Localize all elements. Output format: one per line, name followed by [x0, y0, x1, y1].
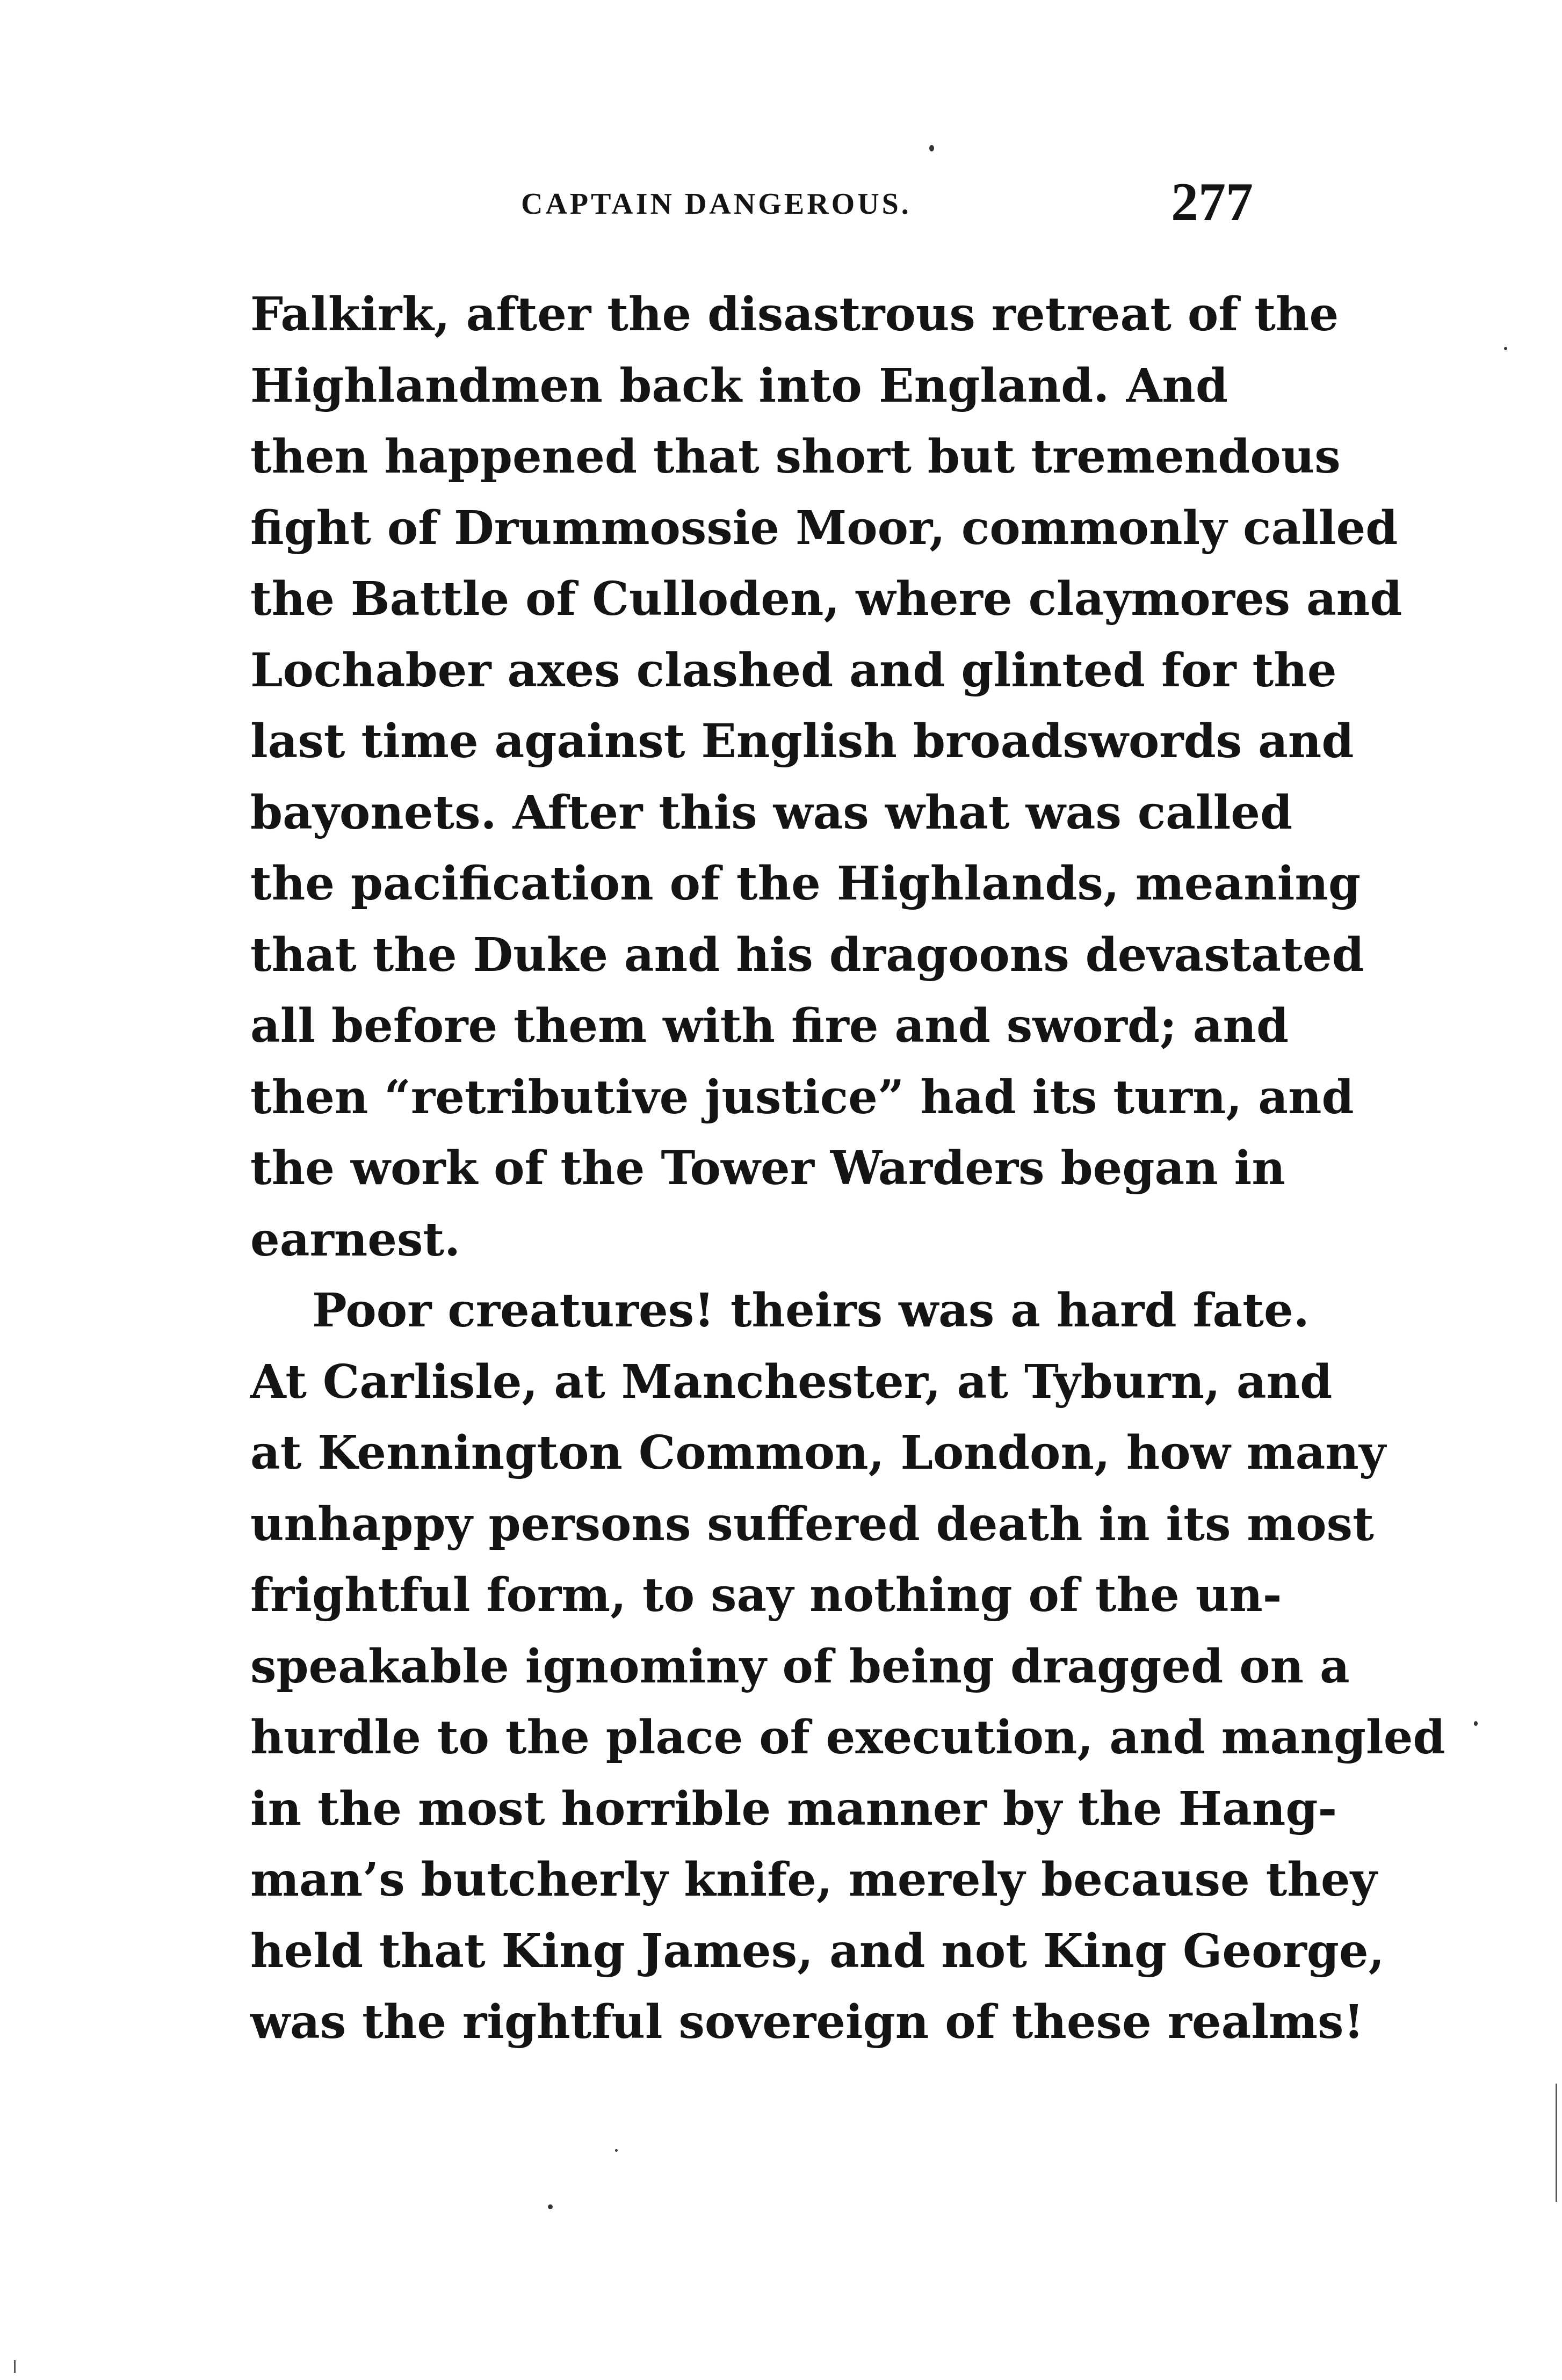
- text-line: Poor creatures! theirs was a hard fate.: [312, 1283, 1310, 1338]
- text-line: was the rightful sovereign of these realms!: [250, 1995, 1364, 2049]
- scan-speck: [1504, 347, 1507, 350]
- text-line: earnest.: [250, 1212, 461, 1267]
- text-line: At Carlisle, at Manchester, at Tyburn, and: [250, 1354, 1333, 1409]
- text-line: fight of Drummossie Moor, commonly called: [250, 500, 1398, 555]
- scan-edge-mark: [1556, 2084, 1557, 2202]
- text-line: that the Duke and his dragoons devastated: [250, 927, 1364, 982]
- scan-speck: [1474, 1721, 1478, 1726]
- text-line: man’s butcherly knife, merely because they: [250, 1853, 1377, 1907]
- text-line: the work of the Tower Warders began in: [250, 1141, 1285, 1195]
- body-text: [250, 279, 1445, 2058]
- text-line: Highlandmen back into England. And: [250, 358, 1228, 413]
- scan-edge-mark: [14, 2360, 16, 2373]
- text-line: at Kennington Common, London, how many: [250, 1426, 1386, 1480]
- text-line: last time against English broadswords and: [250, 714, 1354, 768]
- paragraph: [250, 1275, 1445, 2058]
- text-line: in the most horrible manner by the Hang-: [250, 1781, 1337, 1836]
- text-line: bayonets. After this was what was called: [250, 785, 1293, 840]
- text-line: the Battle of Culloden, where claymores and: [250, 572, 1402, 626]
- text-line: Falkirk, after the disastrous retreat of the: [250, 287, 1339, 342]
- text-line: then “retributive justice” had its turn, and: [250, 1070, 1354, 1124]
- text-line: Lochaber axes clashed and glinted for the: [250, 643, 1337, 698]
- text-line: speakable ignominy of being dragged on a: [250, 1639, 1350, 1694]
- text-line: hurdle to the place of execution, and mangled: [250, 1710, 1445, 1765]
- running-title: CAPTAIN DANGEROUS.: [521, 187, 912, 221]
- text-line: frightful form, to say nothing of the un-: [250, 1568, 1282, 1622]
- paragraph: [250, 279, 1402, 1275]
- text-line: the pacification of the Highlands, meaning: [250, 857, 1361, 911]
- text-line: held that King James, and not King George,: [250, 1924, 1385, 1978]
- scan-speck: [548, 2204, 553, 2209]
- page-number: 277: [1171, 172, 1253, 233]
- text-line: then happened that short but tremendous: [250, 430, 1341, 484]
- scan-speck: [615, 2149, 618, 2152]
- scan-speck: [929, 145, 934, 151]
- text-line: unhappy persons suffered death in its most: [250, 1497, 1374, 1551]
- text-line: all before them with fire and sword; and: [250, 999, 1289, 1053]
